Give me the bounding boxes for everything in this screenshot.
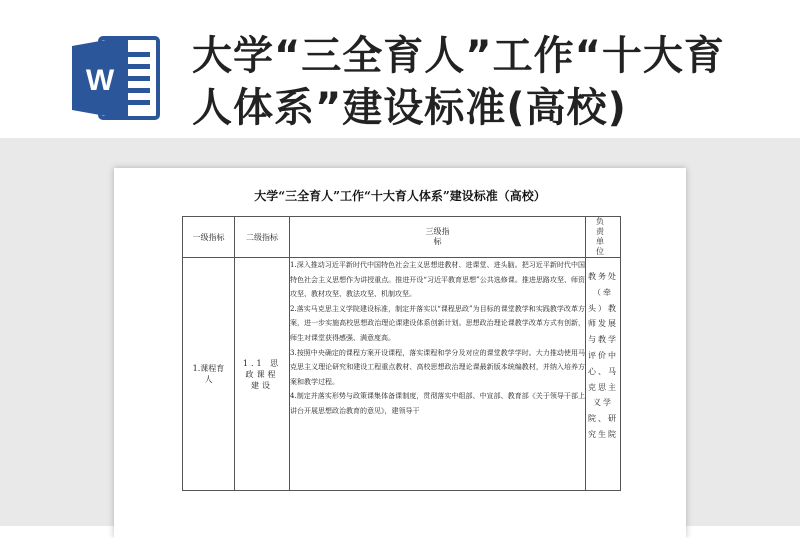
table-header-row bbox=[183, 217, 621, 258]
banner-title-line1: 大学“三全育人”工作“十大育 bbox=[192, 33, 725, 79]
header-owner-line2: 位 bbox=[596, 247, 610, 256]
cell-level3-content bbox=[290, 258, 585, 490]
header-owner bbox=[586, 217, 621, 258]
header-level3-line1: 三级指 bbox=[425, 227, 450, 236]
level3-item-3: 3.按照中央确定的课程方案开设课程，落实课程和学分及对应的课堂教学学时。大力推动使用马克思主义理论研究和建设工程重点教材、高校思想政治理论课最新版本统编教材，并纳入培养方案和教学过程。 bbox=[290, 348, 585, 386]
svg-text:W: W bbox=[85, 64, 115, 97]
header-level1: 一级指标 bbox=[183, 217, 235, 258]
level3-item-2: 2.落实马克思主义学院建设标准，制定并落实以“课程思政”为目标的课堂教学和实践教学改革方案，进一步实施高校思想政治理论课建设体系创新计划。思想政治理论课教学改革方式有创新，师生对课堂获得感强、满意度高。 bbox=[290, 304, 585, 342]
document-page bbox=[114, 168, 686, 538]
cell-level2 bbox=[235, 258, 290, 491]
word-icon bbox=[70, 32, 166, 124]
level3-item-4: 4.制定并落实形势与政策课集体备课制度，贯彻落实中组部、中宣部、教育部《关于领导干部上讲台开展思想政治教育的意见》，建领导干 bbox=[290, 392, 585, 415]
cell-level1 bbox=[183, 258, 235, 491]
banner-title bbox=[192, 30, 772, 134]
header-level3-line2: 标 bbox=[433, 237, 442, 246]
header-banner bbox=[0, 0, 800, 138]
cell-owner-text: 教务处（牵头）教师发展与教学评价中心、马克思主义学院、研究生院 bbox=[588, 272, 618, 439]
cell-level3 bbox=[290, 258, 586, 491]
banner-title-line2: 人体系”建设标准(高校) bbox=[192, 85, 627, 131]
header-level3 bbox=[290, 217, 586, 258]
cell-owner bbox=[586, 258, 621, 491]
header-level2: 二级指标 bbox=[235, 217, 290, 258]
level3-item-1: 1.深入推动习近平新时代中国特色社会主义思想进教材、进课堂、进头脑。把习近平新时代中国特色社会主义思想作为讲授重点。推进开设“习近平教育思想”公共选修课。推进思路攻坚、师资攻坚、教材攻坚、教法攻坚、机制攻坚。 bbox=[290, 261, 585, 299]
header-owner-line1: 负 责 单 bbox=[596, 217, 610, 246]
document-title: 大学“三全育人”工作“十大育人体系”建设标准（高校） bbox=[254, 189, 546, 203]
cell-level1-text: 1.课程育人 bbox=[192, 364, 225, 384]
standards-table bbox=[182, 216, 621, 491]
cell-level2-text: 1.1 思政课程建设 bbox=[242, 358, 282, 390]
table-row bbox=[183, 258, 621, 491]
